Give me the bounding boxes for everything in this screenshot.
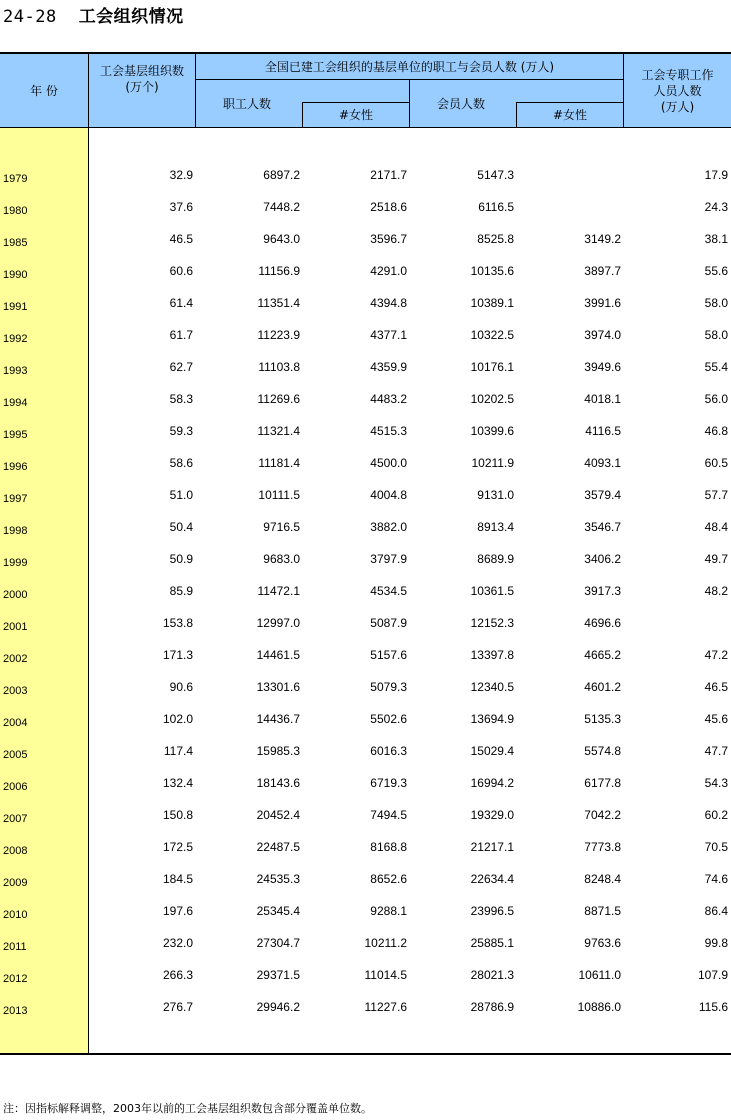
cell-employees: 29371.5 (256, 968, 300, 982)
cell-employees-female: 4291.0 (370, 264, 407, 278)
header-base-orgs (89, 54, 195, 104)
cell-members-female: 4018.1 (584, 392, 621, 406)
cell-members-female: 8248.4 (584, 872, 621, 886)
cell-employees-female: 4483.2 (370, 392, 407, 406)
cell-year: 2005 (3, 749, 28, 761)
cell-employees: 11472.1 (257, 584, 300, 598)
cell-employees: 10111.5 (258, 488, 300, 502)
table-row (0, 703, 731, 735)
cell-employees-female: 10211.2 (364, 936, 407, 950)
cell-year: 1997 (3, 493, 28, 505)
cell-members: 8689.9 (477, 552, 514, 566)
cell-base-orgs: 62.7 (169, 360, 193, 374)
footnote: 注：因指标解释调整，2003年以前的工会基层组织数包含部分覆盖单位数。 (3, 1102, 372, 1115)
cell-employees-female: 5087.9 (370, 616, 407, 630)
cell-fulltime-staff: 24.3 (704, 200, 728, 214)
cell-base-orgs: 150.8 (162, 808, 193, 822)
table-row (0, 351, 731, 383)
cell-members-female: 4601.2 (584, 680, 621, 694)
cell-employees-female: 7494.5 (370, 808, 407, 822)
cell-fulltime-staff: 99.8 (704, 936, 728, 950)
table-row (0, 159, 731, 191)
cell-members: 10361.5 (470, 584, 514, 598)
cell-year: 1979 (3, 173, 28, 185)
cell-members: 23996.5 (470, 904, 514, 918)
cell-employees: 14436.7 (256, 712, 300, 726)
table-row (0, 479, 731, 511)
cell-employees: 12997.0 (256, 616, 300, 630)
cell-members: 6116.5 (478, 200, 514, 214)
cell-employees: 6897.2 (263, 168, 300, 182)
cell-base-orgs: 172.5 (162, 840, 193, 854)
cell-fulltime-staff: 54.3 (704, 776, 728, 790)
cell-base-orgs: 58.3 (169, 392, 193, 406)
cell-members: 19329.0 (470, 808, 514, 822)
cell-base-orgs: 197.6 (162, 904, 193, 918)
cell-employees: 9716.5 (263, 520, 300, 534)
table-row (0, 639, 731, 671)
cell-base-orgs: 90.6 (169, 680, 193, 694)
cell-members-female: 6177.8 (584, 776, 621, 790)
cell-employees-female: 4394.8 (370, 296, 407, 310)
cell-employees: 11223.9 (257, 328, 300, 342)
cell-base-orgs: 266.3 (162, 968, 193, 982)
cell-members: 10211.9 (471, 456, 514, 470)
cell-base-orgs: 37.6 (169, 200, 193, 214)
cell-year: 1996 (3, 461, 28, 473)
cell-fulltime-staff: 56.0 (704, 392, 728, 406)
cell-year: 2013 (3, 1005, 28, 1017)
cell-fulltime-staff: 46.5 (704, 680, 728, 694)
cell-members-female: 10886.0 (577, 1000, 621, 1014)
cell-members-female: 3546.7 (584, 520, 621, 534)
table-row (0, 863, 731, 895)
cell-year: 2008 (3, 845, 28, 857)
cell-fulltime-staff: 60.5 (704, 456, 728, 470)
cell-year: 2009 (3, 877, 28, 889)
table-number: 24-28 (3, 7, 57, 27)
cell-year: 1995 (3, 429, 28, 441)
cell-employees: 29946.2 (256, 1000, 300, 1014)
cell-base-orgs: 59.3 (169, 424, 193, 438)
table-row (0, 511, 731, 543)
cell-employees-female: 5079.3 (370, 680, 407, 694)
cell-members-female: 4093.1 (584, 456, 621, 470)
cell-employees-female: 3797.9 (370, 552, 407, 566)
cell-employees: 15985.3 (256, 744, 300, 758)
header-base-orgs-unit: (万个) (125, 80, 159, 94)
table-row (0, 255, 731, 287)
cell-year: 1992 (3, 333, 28, 345)
header-fulltime-line3: (万人) (660, 99, 695, 114)
cell-members-female: 9763.6 (584, 936, 621, 950)
cell-fulltime-staff: 48.4 (704, 520, 728, 534)
cell-employees: 20452.4 (256, 808, 300, 822)
header-employees-female: #女性 (338, 108, 374, 122)
cell-year: 2012 (3, 973, 28, 985)
cell-members: 10135.6 (470, 264, 514, 278)
header-fulltime-line2: 人员人数 (653, 83, 702, 98)
cell-employees-female: 11014.5 (364, 968, 407, 982)
cell-fulltime-staff: 47.2 (704, 648, 728, 662)
cell-members-female: 3974.0 (584, 328, 621, 342)
cell-employees: 13301.6 (256, 680, 300, 694)
cell-fulltime-staff: 55.6 (704, 264, 728, 278)
cell-employees-female: 4004.8 (370, 488, 407, 502)
cell-members: 28786.9 (470, 1000, 514, 1014)
cell-fulltime-staff: 38.1 (704, 232, 728, 246)
cell-employees: 11181.4 (258, 456, 300, 470)
cell-employees-female: 11227.6 (364, 1000, 407, 1014)
cell-fulltime-staff: 86.4 (704, 904, 728, 918)
cell-year: 2010 (3, 909, 28, 921)
table-row (0, 319, 731, 351)
cell-fulltime-staff: 57.7 (704, 488, 728, 502)
cell-year: 2006 (3, 781, 28, 793)
table-row (0, 383, 731, 415)
cell-members: 25885.1 (470, 936, 514, 950)
cell-members-female: 5135.3 (584, 712, 621, 726)
cell-employees-female: 2518.6 (370, 200, 407, 214)
cell-base-orgs: 102.0 (162, 712, 193, 726)
cell-members: 12152.3 (470, 616, 514, 630)
cell-fulltime-staff: 107.9 (697, 968, 728, 982)
header-members: 会员人数 (437, 96, 486, 111)
cell-employees: 11103.8 (258, 360, 300, 374)
cell-members: 13694.9 (470, 712, 514, 726)
table-row (0, 575, 731, 607)
cell-base-orgs: 50.4 (169, 520, 193, 534)
cell-members-female: 3579.4 (584, 488, 621, 502)
cell-employees: 24535.3 (256, 872, 300, 886)
cell-fulltime-staff: 55.4 (704, 360, 728, 374)
table-row (0, 191, 731, 223)
cell-employees: 11269.6 (257, 392, 300, 406)
cell-year: 2011 (3, 941, 27, 953)
table-row (0, 959, 731, 991)
header-fulltime-staff (624, 54, 731, 127)
table-row (0, 543, 731, 575)
cell-members: 10176.1 (470, 360, 514, 374)
header-fulltime-line1: 工会专职工作 (641, 67, 714, 82)
cell-employees-female: 5502.6 (370, 712, 407, 726)
cell-year: 2004 (3, 717, 28, 729)
cell-members-female: 4116.5 (585, 424, 621, 438)
cell-year: 1985 (3, 237, 28, 249)
cell-year: 2007 (3, 813, 28, 825)
cell-fulltime-staff: 70.5 (704, 840, 728, 854)
cell-employees-female: 8168.8 (370, 840, 407, 854)
cell-members: 8525.8 (477, 232, 514, 246)
table-row (0, 831, 731, 863)
table-row (0, 287, 731, 319)
cell-base-orgs: 61.7 (169, 328, 193, 342)
cell-base-orgs: 132.4 (162, 776, 193, 790)
cell-fulltime-staff: 48.2 (704, 584, 728, 598)
cell-members-female: 3897.7 (584, 264, 621, 278)
cell-fulltime-staff: 115.6 (698, 1000, 728, 1014)
cell-members: 10389.1 (470, 296, 514, 310)
table-row (0, 767, 731, 799)
cell-year: 1991 (3, 301, 28, 313)
cell-base-orgs: 232.0 (162, 936, 193, 950)
cell-employees-female: 2171.7 (370, 168, 407, 182)
table-title-text: 工会组织情况 (78, 7, 184, 27)
cell-base-orgs: 51.0 (169, 488, 193, 502)
cell-employees: 9643.0 (263, 232, 300, 246)
table-row (0, 223, 731, 255)
header-bottom-rule (0, 127, 731, 128)
cell-employees-female: 3882.0 (370, 520, 407, 534)
cell-members-female: 4696.6 (584, 616, 621, 630)
cell-fulltime-staff: 60.2 (704, 808, 728, 822)
cell-base-orgs: 46.5 (169, 232, 193, 246)
cell-year: 2003 (3, 685, 28, 697)
table-row (0, 415, 731, 447)
cell-base-orgs: 60.6 (169, 264, 193, 278)
cell-employees: 11156.9 (258, 264, 300, 278)
bottom-rule (0, 1053, 731, 1055)
cell-employees-female: 3596.7 (370, 232, 407, 246)
cell-base-orgs: 184.5 (162, 872, 193, 886)
cell-employees-female: 6016.3 (370, 744, 407, 758)
table-row (0, 799, 731, 831)
cell-base-orgs: 171.3 (162, 648, 193, 662)
cell-members: 21217.1 (470, 840, 514, 854)
cell-fulltime-staff: 45.6 (704, 712, 728, 726)
cell-members: 28021.3 (470, 968, 514, 982)
cell-employees: 25345.4 (256, 904, 300, 918)
cell-employees-female: 5157.6 (370, 648, 407, 662)
cell-base-orgs: 58.6 (169, 456, 193, 470)
cell-members-female: 7042.2 (584, 808, 621, 822)
cell-employees-female: 4359.9 (370, 360, 407, 374)
table-title (3, 5, 184, 29)
cell-members-female: 3991.6 (584, 296, 621, 310)
cell-employees: 18143.6 (256, 776, 300, 790)
cell-members-female: 5574.8 (584, 744, 621, 758)
cell-base-orgs: 153.8 (162, 616, 193, 630)
header-group: 全国已建工会组织的基层单位的职工与会员人数 (万人) (264, 59, 555, 74)
cell-fulltime-staff: 17.9 (704, 168, 728, 182)
table-row (0, 447, 731, 479)
cell-members: 10322.5 (470, 328, 514, 342)
cell-base-orgs: 117.4 (163, 744, 193, 758)
cell-base-orgs: 85.9 (169, 584, 193, 598)
cell-fulltime-staff: 46.8 (704, 424, 728, 438)
cell-year: 1993 (3, 365, 28, 377)
cell-year: 2001 (3, 621, 28, 633)
cell-employees-female: 4377.1 (370, 328, 407, 342)
cell-year: 1998 (3, 525, 28, 537)
cell-fulltime-staff: 74.6 (704, 872, 728, 886)
cell-members: 16994.2 (470, 776, 514, 790)
cell-employees: 9683.0 (263, 552, 300, 566)
cell-members-female: 3406.2 (584, 552, 621, 566)
table-row (0, 927, 731, 959)
cell-members: 10399.6 (470, 424, 514, 438)
cell-employees: 14461.5 (256, 648, 300, 662)
cell-base-orgs: 276.7 (162, 1000, 193, 1014)
cell-employees: 11351.4 (257, 296, 300, 310)
cell-base-orgs: 61.4 (169, 296, 193, 310)
cell-fulltime-staff: 47.7 (704, 744, 728, 758)
cell-members: 5147.3 (477, 168, 514, 182)
cell-employees-female: 9288.1 (370, 904, 407, 918)
cell-members: 9131.0 (477, 488, 514, 502)
cell-employees-female: 4534.5 (370, 584, 407, 598)
table-row (0, 895, 731, 927)
cell-fulltime-staff: 58.0 (704, 296, 728, 310)
cell-employees-female: 6719.3 (370, 776, 407, 790)
cell-base-orgs: 50.9 (169, 552, 193, 566)
cell-year: 1990 (3, 269, 28, 281)
header-members-female: #女性 (552, 108, 588, 122)
cell-year: 1980 (3, 205, 28, 217)
cell-employees: 11321.4 (257, 424, 300, 438)
cell-members-female: 10611.0 (578, 968, 621, 982)
cell-year: 2002 (3, 653, 28, 665)
header-year: 年 份 (30, 83, 58, 98)
cell-employees-female: 4515.3 (370, 424, 407, 438)
table-row (0, 671, 731, 703)
cell-fulltime-staff: 58.0 (704, 328, 728, 342)
cell-year: 2000 (3, 589, 28, 601)
table-row (0, 991, 731, 1023)
cell-fulltime-staff: 49.7 (704, 552, 728, 566)
cell-members: 12340.5 (470, 680, 514, 694)
cell-base-orgs: 32.9 (169, 168, 193, 182)
cell-members: 15029.4 (470, 744, 514, 758)
header-base-orgs-label: 工会基层组织数 (99, 64, 184, 78)
cell-members-female: 4665.2 (584, 648, 621, 662)
cell-employees: 27304.7 (256, 936, 300, 950)
cell-year: 1994 (3, 397, 28, 409)
cell-members: 8913.4 (477, 520, 514, 534)
cell-employees-female: 4500.0 (370, 456, 407, 470)
cell-members-female: 7773.8 (584, 840, 621, 854)
cell-members-female: 3149.2 (584, 232, 621, 246)
cell-employees: 22487.5 (256, 840, 300, 854)
cell-members-female: 8871.5 (584, 904, 621, 918)
cell-members-female: 3949.6 (584, 360, 621, 374)
cell-year: 1999 (3, 557, 28, 569)
table-row (0, 735, 731, 767)
cell-members: 10202.5 (470, 392, 514, 406)
cell-employees: 7448.2 (263, 200, 300, 214)
header-employees: 职工人数 (223, 96, 272, 111)
table-row (0, 607, 731, 639)
cell-members-female: 3917.3 (584, 584, 621, 598)
cell-members: 13397.8 (470, 648, 514, 662)
cell-members: 22634.4 (470, 872, 514, 886)
cell-employees-female: 8652.6 (370, 872, 407, 886)
